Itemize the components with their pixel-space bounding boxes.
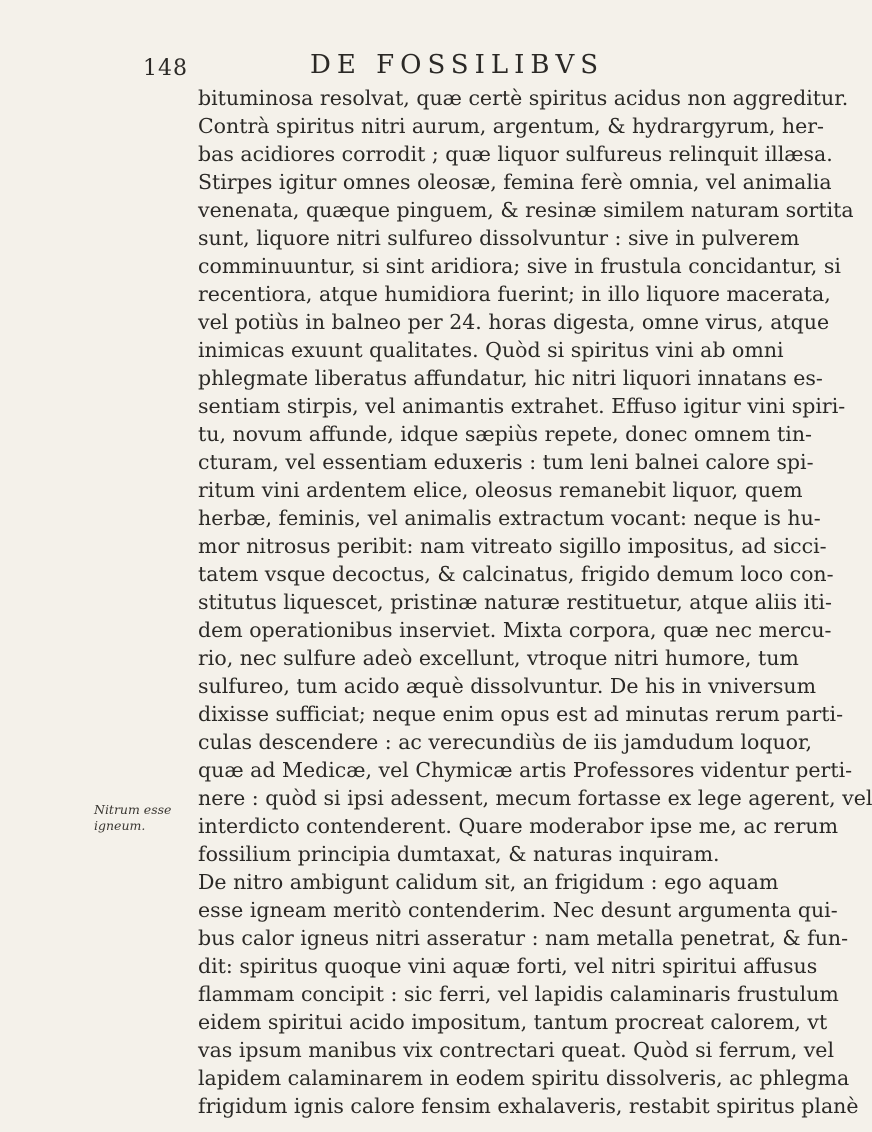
text-line: venenata, quæque pinguem, & resinæ similem naturam sortita: [198, 198, 854, 222]
text-line: herbæ, feminis, vel animalis extractum vocant: neque is hu-: [198, 506, 821, 530]
text-line: vas ipsum manibus vix contrectari queat. Quòd si ferrum, vel: [198, 1038, 835, 1062]
text-line: vel potiùs in balneo per 24. horas digesta, omne virus, atque: [198, 310, 830, 334]
text-line: fossilium principia dumtaxat, & naturas inquiram.: [198, 842, 720, 866]
text-line: sentiam stirpis, vel animantis extrahet. Effuso igitur vini spiri-: [198, 394, 846, 418]
text-line: sunt, liquore nitri sulfureo dissolvuntur : sive in pulverem: [198, 226, 800, 250]
text-line: bus calor igneus nitri asseratur : nam metalla penetrat, & fun-: [198, 926, 849, 950]
running-head: DE FOSSILIBVS: [310, 50, 605, 80]
text-line: interdicto contenderent. Quare moderabor ipse me, ac rerum: [198, 814, 839, 838]
text-line: frigidum ignis calore fensim exhalaveris, restabit spiritus planè: [198, 1094, 859, 1118]
text-line: bas acidiores corrodit ; quæ liquor sulfureus relinquit illæsa.: [198, 142, 833, 166]
text-line: De nitro ambigunt calidum sit, an frigidum : ego aquam: [198, 870, 779, 894]
text-line: culas descendere : ac verecundiùs de iis jamdudum loquor,: [198, 730, 813, 754]
text-line: dixisse sufficiat; neque enim opus est ad minutas rerum parti-: [198, 702, 844, 726]
text-line: sulfureo, tum acido æquè dissolvuntur. De his in vniversum: [198, 674, 817, 698]
text-line: mor nitrosus peribit: nam vitreato sigillo impositus, ad sicci-: [198, 534, 827, 558]
text-line: dit: spiritus quoque vini aquæ forti, vel nitri spiritui affusus: [198, 954, 818, 978]
text-line: stitutus liquescet, pristinæ naturæ restituetur, atque aliis iti-: [198, 590, 832, 614]
text-line: inimicas exuunt qualitates. Quòd si spiritus vini ab omni: [198, 338, 784, 362]
text-line: tatem vsque decoctus, & calcinatus, frigido demum loco con-: [198, 562, 834, 586]
text-line: nere : quòd si ipsi adessent, mecum fortasse ex lege agerent, vel: [198, 786, 872, 810]
text-line: Contrà spiritus nitri aurum, argentum, & hydrargyrum, her-: [198, 114, 824, 138]
text-line: bituminosa resolvat, quæ certè spiritus acidus non aggreditur.: [198, 86, 849, 110]
marginal-note: [94, 802, 198, 834]
text-line: comminuuntur, si sint aridiora; sive in frustula concidantur, si: [198, 254, 841, 278]
text-line: ritum vini ardentem elice, oleosus remanebit liquor, quem: [198, 478, 803, 502]
marginal-note-line: Nitrum esse: [94, 802, 172, 817]
text-line: flammam concipit : sic ferri, vel lapidis calaminaris frustulum: [198, 982, 839, 1006]
body-text: [198, 84, 872, 1120]
marginal-note-line: igneum.: [94, 818, 146, 833]
text-line: rio, nec sulfure adeò excellunt, vtroque nitri humore, tum: [198, 646, 799, 670]
text-line: lapidem calaminarem in eodem spiritu dissolveris, ac phlegma: [198, 1066, 850, 1090]
text-line: tu, novum affunde, idque sæpiùs repete, donec omnem tin-: [198, 422, 812, 446]
text-line: esse igneam meritò contenderim. Nec desunt argumenta qui-: [198, 898, 838, 922]
text-line: dem operationibus inserviet. Mixta corpora, quæ nec mercu-: [198, 618, 832, 642]
text-line: Stirpes igitur omnes oleosæ, femina ferè omnia, vel animalia: [198, 170, 832, 194]
text-line: recentiora, atque humidiora fuerint; in illo liquore macerata,: [198, 282, 831, 306]
text-line: eidem spiritui acido impositum, tantum procreat calorem, vt: [198, 1010, 828, 1034]
text-line: quæ ad Medicæ, vel Chymicæ artis Professores videntur perti-: [198, 758, 853, 782]
text-line: phlegmate liberatus affundatur, hic nitri liquori innatans es-: [198, 366, 823, 390]
text-line: cturam, vel essentiam eduxeris : tum leni balnei calore spi-: [198, 450, 814, 474]
page-number: 148: [143, 56, 188, 81]
page-header: [0, 48, 800, 88]
